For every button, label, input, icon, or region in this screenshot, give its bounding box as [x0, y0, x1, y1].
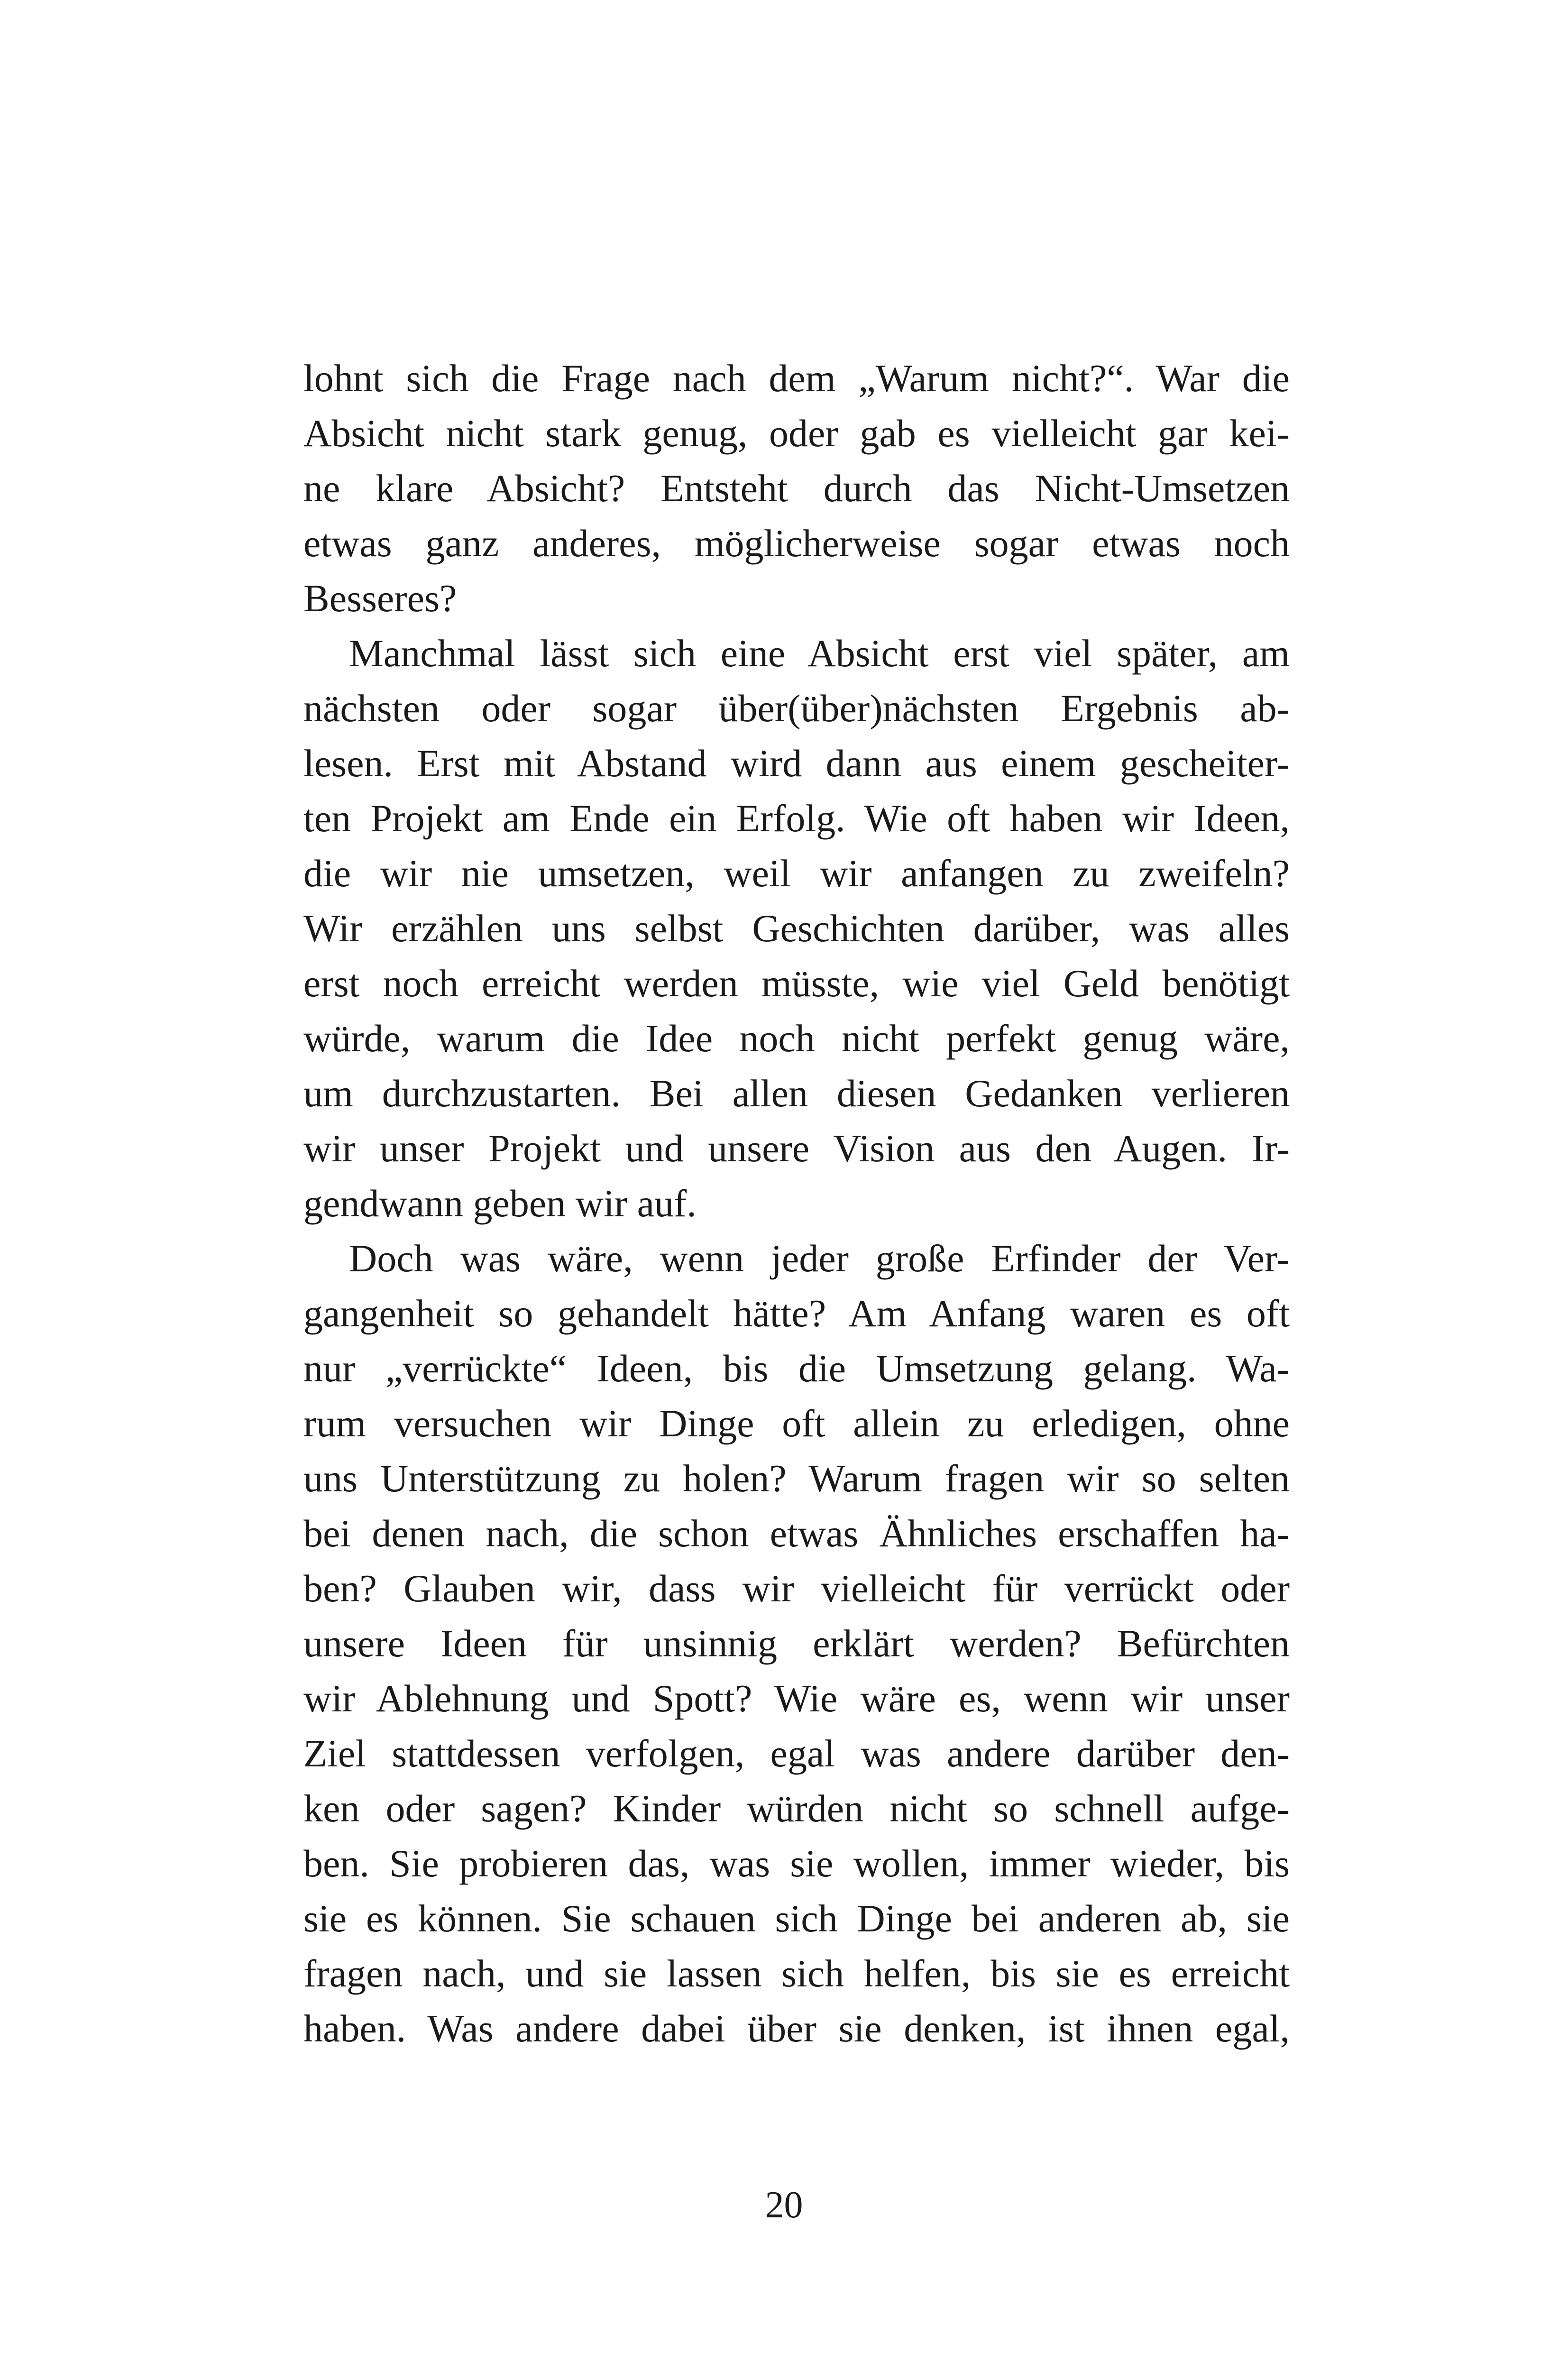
- text-line: lesen. Erst mit Abstand wird dann aus einem gescheiter-: [303, 742, 1290, 785]
- text-line: Besseres?: [303, 577, 457, 620]
- text-line: bei denen nach, die schon etwas Ähnliches erschaffen ha-: [303, 1512, 1290, 1555]
- text-line: lohnt sich die Frage nach dem „Warum nicht?“. War die: [303, 357, 1290, 400]
- text-line: würde, warum die Idee noch nicht perfekt genug wäre,: [303, 1017, 1290, 1060]
- text-line: um durchzustarten. Bei allen diesen Gedanken verlieren: [303, 1072, 1290, 1115]
- body-text: [303, 351, 1290, 2056]
- text-line: erst noch erreicht werden müsste, wie viel Geld benötigt: [303, 962, 1290, 1005]
- text-line: die wir nie umsetzen, weil wir anfangen zu zweifeln?: [303, 852, 1290, 895]
- paragraph-first-line: Doch was wäre, wenn jeder große Erfinder der Ver-: [349, 1237, 1290, 1280]
- text-line: Ziel stattdessen verfolgen, egal was andere darüber den-: [303, 1732, 1290, 1775]
- paragraph-first-line: Manchmal lässt sich eine Absicht erst viel später, am: [349, 632, 1290, 675]
- text-line: Absicht nicht stark genug, oder gab es vielleicht gar kei-: [303, 412, 1290, 455]
- text-line: gangenheit so gehandelt hätte? Am Anfang waren es oft: [303, 1292, 1290, 1335]
- page-number: 20: [765, 2184, 803, 2226]
- text-line: haben. Was andere dabei über sie denken, ist ihnen egal,: [303, 2007, 1290, 2050]
- text-line: etwas ganz anderes, möglicherweise sogar etwas noch: [303, 522, 1290, 565]
- text-line: fragen nach, und sie lassen sich helfen, bis sie es erreicht: [303, 1952, 1290, 1995]
- text-line: nur „verrückte“ Ideen, bis die Umsetzung gelang. Wa-: [303, 1347, 1290, 1390]
- text-line: nächsten oder sogar über(über)nächsten Ergebnis ab-: [303, 687, 1290, 730]
- text-line: wir Ablehnung und Spott? Wie wäre es, wenn wir unser: [303, 1677, 1290, 1720]
- text-line: sie es können. Sie schauen sich Dinge bei anderen ab, sie: [303, 1897, 1290, 1940]
- text-line: ne klare Absicht? Entsteht durch das Nicht-Umsetzen: [303, 467, 1290, 510]
- text-line: gendwann geben wir auf.: [303, 1182, 697, 1225]
- text-line: ten Projekt am Ende ein Erfolg. Wie oft haben wir Ideen,: [303, 797, 1290, 840]
- text-line: rum versuchen wir Dinge oft allein zu erledigen, ohne: [303, 1402, 1290, 1445]
- text-line: ben? Glauben wir, dass wir vielleicht für verrückt oder: [303, 1567, 1290, 1610]
- text-line: wir unser Projekt und unsere Vision aus den Augen. Ir-: [303, 1127, 1290, 1170]
- text-line: ben. Sie probieren das, was sie wollen, immer wieder, bis: [303, 1842, 1290, 1885]
- text-line: unsere Ideen für unsinnig erklärt werden? Befürchten: [303, 1622, 1290, 1665]
- text-line: Wir erzählen uns selbst Geschichten darüber, was alles: [303, 907, 1290, 950]
- text-line: ken oder sagen? Kinder würden nicht so schnell aufge-: [303, 1787, 1290, 1830]
- text-line: uns Unterstützung zu holen? Warum fragen wir so selten: [303, 1457, 1290, 1500]
